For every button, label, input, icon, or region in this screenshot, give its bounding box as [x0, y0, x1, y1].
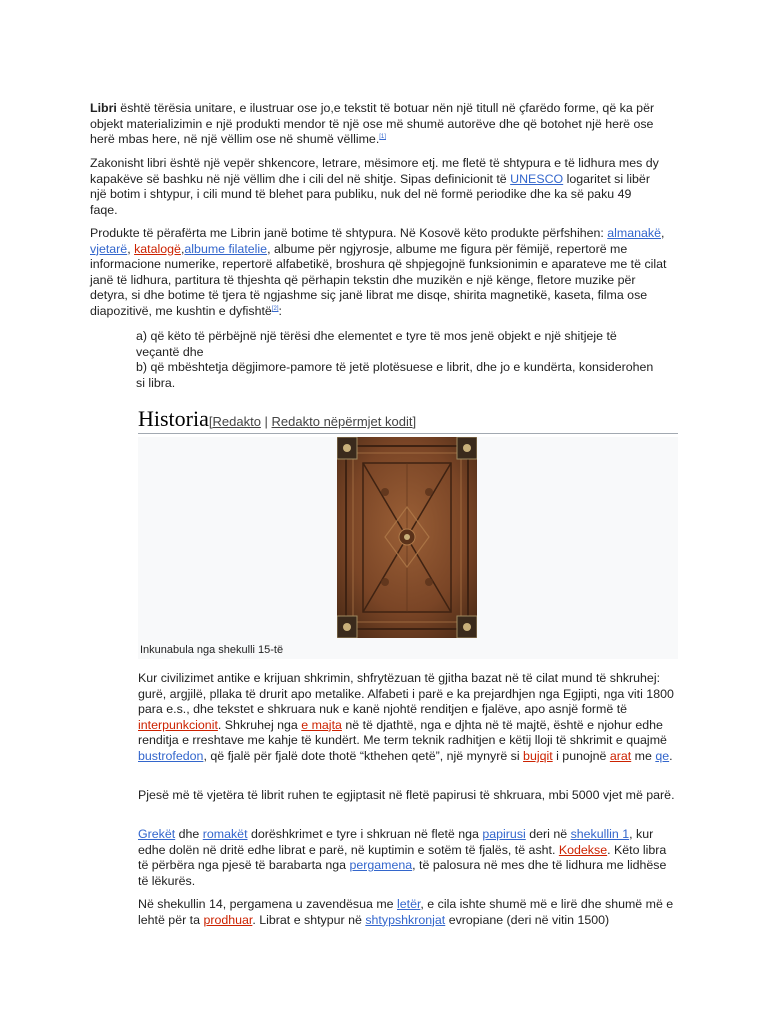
link-bustrofedon[interactable]: bustrofedon: [138, 748, 204, 763]
condition-b: b) që mbështetja dëgjimore-pamore të jetë plotësuese e librit, dhe jo e kundërta, konsiderohen si libra.: [136, 360, 654, 390]
link-shtypshkronjat[interactable]: shtypshkronjat: [365, 912, 446, 927]
link-albume-filatelie[interactable]: albume filatelie: [184, 241, 268, 256]
book-cover-image[interactable]: [337, 437, 477, 638]
link-romaket[interactable]: romakët: [202, 827, 248, 841]
intro-paragraph-3: Produkte të përafërta me Librin janë botime të shtypura. Në Kosovë këto produkte përfshihen: almanakë, vjetarë, katalogë,albume filatelie, albume për ngjyrosje, albume me figura për fëmijë, repertorë me informacione numerike, repertorë alfabetikë, broshura që shpjegojnë funksionimin e aparateve me të cilat janë të lidhura, partitura të thjeshta që përhapin tekstin dhe muzikën e një kënge, fletore muzike për detyra, si dhe botime të tjera të ngjashme siç janë librat me disqe, shirita magnetikë, kaseta, filma ose diapozitivë, me kushtin e dyfishtë[2]:: [90, 226, 667, 318]
link-bujqit[interactable]: bujqit: [523, 748, 553, 763]
condition-a: a) që këto të përbëjnë një tërësi dhe elementet e tyre të mos jenë objekt e një shitjeje të veçantë dhe: [136, 329, 617, 359]
link-kataloge[interactable]: katalogë: [134, 241, 181, 256]
link-prodhuar[interactable]: prodhuar: [203, 912, 253, 927]
link-e-majta[interactable]: e majta: [301, 717, 342, 732]
intro-paragraph-2: Zakonisht libri është një vepër shkencore, letrare, mësimore etj. me fletë të shtypura e të lidhura mes dy kapakëve së bashku në një vëllim dhe i cili del në shitje. Sipas definicionit të UNESCO logaritet si libër një botim i shtypur, i cili mund të blehet para publiku, nuk del në formë periodike dhe ka së paku 49 faqe.: [90, 156, 659, 217]
link-papirusi[interactable]: papirusi: [482, 827, 526, 841]
link-interpunkcionit[interactable]: interpunkcionit: [138, 717, 218, 732]
edit-separator: |: [260, 414, 272, 429]
link-arat[interactable]: arat: [609, 748, 632, 763]
link-unesco[interactable]: UNESCO: [510, 171, 564, 186]
link-pergamena[interactable]: pergamena: [349, 858, 413, 873]
link-shekullin-1[interactable]: shekullin 1: [570, 827, 630, 841]
link-greket[interactable]: Grekët: [138, 827, 176, 841]
link-vjetare[interactable]: vjetarë: [90, 241, 128, 256]
edit-source-link[interactable]: Redakto nëpërmjet kodit: [271, 414, 413, 429]
section-title: Historia: [138, 406, 209, 431]
figure-caption: Inkunabula nga shekulli 15-të: [140, 644, 284, 656]
conditions-list: [136, 329, 656, 391]
link-almanake[interactable]: almanakë: [607, 226, 661, 240]
link-qe[interactable]: qe: [655, 748, 670, 763]
figure-incunabulum: [138, 437, 678, 659]
link-leter[interactable]: letër: [397, 897, 421, 911]
link-kodekse[interactable]: Kodekse: [558, 842, 608, 857]
history-paragraph-1: Kur civilizimet antike e krijuan shkrimin, shfrytëzuan të gjitha bazat në të cilat mund të shkruhej: gurë, argjilë, pllaka të drurit apo metalike. Alfabeti i parë e ka prejardhjen nga Egjipti, nga viti 1800 para e.s., dhe tekstet e shkruara nuk e kanë njohtë renditjen e fjalëve, apo asnjë formë të interpunkcionit. Shkruhej nga e majta në të djathtë, nga e djhta në të majtë, është e njohur edhe renditja e rreshtave me kahje të kundërt. Me term teknik radhitjen e këtij lloji të shkrimit e quajmë bustrofedon, që fjalë për fjalë dote thotë “kthehen qetë”, një mynyrë si bujqit i punojnë arat me qe.: [138, 671, 674, 763]
section-heading-historia: [138, 406, 678, 434]
intro-paragraph-1: Libri është tërësia unitare, e ilustruar ose jo,e tekstit të botuar nën një titull në çfarëdo forme, që ka për objekt materializimin e një produkti mendor të një ose më shumë autorëve dhe që botohet një herë ose herë mbas here, në një vëllim ose në shumë vëllime.[1]: [90, 101, 655, 147]
edit-link[interactable]: Redakto: [212, 414, 261, 429]
reference-1[interactable]: [1]: [379, 134, 386, 141]
edit-bracket-close: ]: [412, 414, 417, 429]
history-paragraph-3: Grekët dhe romakët dorëshkrimet e tyre i shkruan në fletë nga papirusi deri në shekullin 1, kur edhe dolën në dritë edhe librat e parë, në kuptimin e sotëm të fjalës, të asht. Kodekse. Këto libra të përbëra nga pjesë të barabarta nga pergamena, të palosura në mes dhe të lidhura me lidhëse të lëkurës.: [138, 827, 667, 888]
reference-2[interactable]: [2]: [271, 305, 279, 312]
edit-bracket-open: [: [208, 414, 213, 429]
history-paragraph-2: Pjesë më të vjetëra të librit ruhen te egjiptasit në fletë papirusi të shkruara, mbi 5000 vjet më parë.: [138, 788, 675, 802]
history-paragraph-4: Në shekullin 14, pergamena u zavendësua me letër, e cila ishte shumë më e lirë dhe shumë më e lehtë për ta prodhuar. Librat e shtypur në shtypshkronjat evropiane (deri në vitin 1500): [138, 897, 674, 927]
term-libri: Libri: [90, 101, 117, 115]
